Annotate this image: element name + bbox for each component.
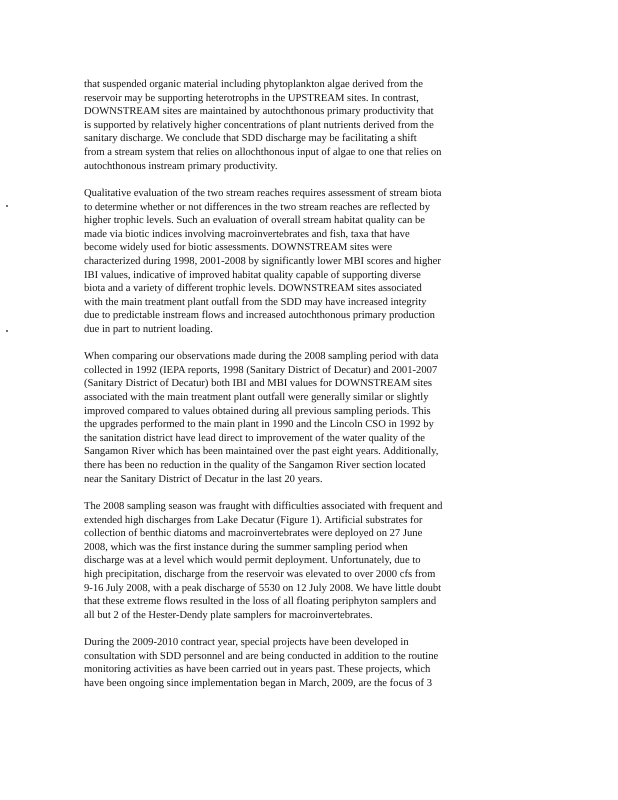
- paragraph-4: [84, 500, 532, 622]
- text-line: (Sanitary District of Decatur) both IBI and MBI values for DOWNSTREAM sites: [84, 378, 433, 390]
- text-line: the sanitation district have lead direct to improvement of the water quality of the: [84, 432, 425, 444]
- text-line: high precipitation, discharge from the reservoir was elevated to over 2000 cfs from: [84, 568, 436, 580]
- body-text: [84, 78, 532, 691]
- text-line: During the 2009-2010 contract year, special projects have been developed in: [84, 637, 409, 649]
- margin-mark: [6, 330, 8, 332]
- text-line: from a stream system that relies on allochthonous input of algae to one that relies on: [84, 146, 442, 158]
- text-line: all but 2 of the Hester-Dendy plate samplers for macroinvertebrates.: [84, 609, 373, 621]
- text-line: become widely used for biotic assessments. DOWNSTREAM sites were: [84, 242, 393, 254]
- text-line: improved compared to values obtained during all previous sampling periods. This: [84, 405, 431, 417]
- text-line: biota and a variety of different trophic levels. DOWNSTREAM sites associated: [84, 283, 422, 295]
- text-line: monitoring activities as have been carried out in years past. These projects, which: [84, 664, 431, 676]
- text-line: there has been no reduction in the quality of the Sangamon River section located: [84, 460, 426, 472]
- text-line: to determine whether or not differences in the two stream reaches are reflected by: [84, 201, 431, 213]
- text-line: When comparing our observations made during the 2008 sampling period with data: [84, 351, 439, 363]
- text-line: collected in 1992 (IEPA reports, 1998 (Sanitary District of Decatur) and 2001-2007: [84, 364, 438, 376]
- paragraph-2: [84, 187, 532, 337]
- text-line: associated with the main treatment plant outfall were generally similar or slightly: [84, 392, 429, 404]
- text-line: Sangamon River which has been maintained over the past eight years. Additionally,: [84, 446, 439, 458]
- text-line: 9-16 July 2008, with a peak discharge of 5530 on 12 July 2008. We have little doubt: [84, 582, 442, 594]
- text-line: characterized during 1998, 2001-2008 by significantly lower MBI scores and higher: [84, 255, 441, 267]
- text-line: IBI values, indicative of improved habitat quality capable of supporting diverse: [84, 269, 421, 281]
- text-line: made via biotic indices involving macroinvertebrates and fish, taxa that have: [84, 228, 410, 240]
- text-line: reservoir may be supporting heterotrophs in the UPSTREAM sites. In contrast,: [84, 92, 419, 104]
- text-line: sanitary discharge. We conclude that SDD discharge may be facilitating a shift: [84, 133, 417, 145]
- paragraph-1: [84, 78, 532, 173]
- text-line: The 2008 sampling season was fraught with difficulties associated with frequent and: [84, 501, 443, 513]
- text-line: higher trophic levels. Such an evaluation of overall stream habitat quality can be: [84, 215, 425, 227]
- text-line: with the main treatment plant outfall from the SDD may have increased integrity: [84, 296, 427, 308]
- text-line: due to predictable instream flows and increased autochthonous primary production: [84, 310, 435, 322]
- paragraph-5: [84, 636, 532, 690]
- text-line: have been ongoing since implementation began in March, 2009, are the focus of 3: [84, 677, 433, 689]
- text-line: discharge was at a level which would permit deployment. Unfortunately, due to: [84, 555, 421, 567]
- text-line: 2008, which was the first instance during the summer sampling period when: [84, 541, 408, 553]
- margin-mark: [6, 205, 8, 207]
- text-line: autochthonous instream primary productivity.: [84, 160, 278, 172]
- text-line: that suspended organic material including phytoplankton algae derived from the: [84, 79, 423, 90]
- text-line: consultation with SDD personnel and are being conducted in addition to the routine: [84, 650, 439, 662]
- text-line: Qualitative evaluation of the two stream reaches requires assessment of stream biota: [84, 187, 442, 199]
- text-line: near the Sanitary District of Decatur in the last 20 years.: [84, 473, 323, 485]
- text-line: collection of benthic diatoms and macroinvertebrates were deployed on 27 June: [84, 528, 423, 540]
- paragraph-3: [84, 350, 532, 486]
- text-line: is supported by relatively higher concentrations of plant nutrients derived from the: [84, 119, 434, 131]
- text-line: extended high discharges from Lake Decatur (Figure 1). Artificial substrates for: [84, 514, 423, 526]
- text-line: DOWNSTREAM sites are maintained by autochthonous primary productivity that: [84, 106, 434, 118]
- text-line: that these extreme flows resulted in the loss of all floating periphyton samplers and: [84, 596, 437, 608]
- text-line: the upgrades performed to the main plant in 1990 and the Lincoln CSO in 1992 by: [84, 419, 434, 431]
- text-line: due in part to nutrient loading.: [84, 323, 213, 335]
